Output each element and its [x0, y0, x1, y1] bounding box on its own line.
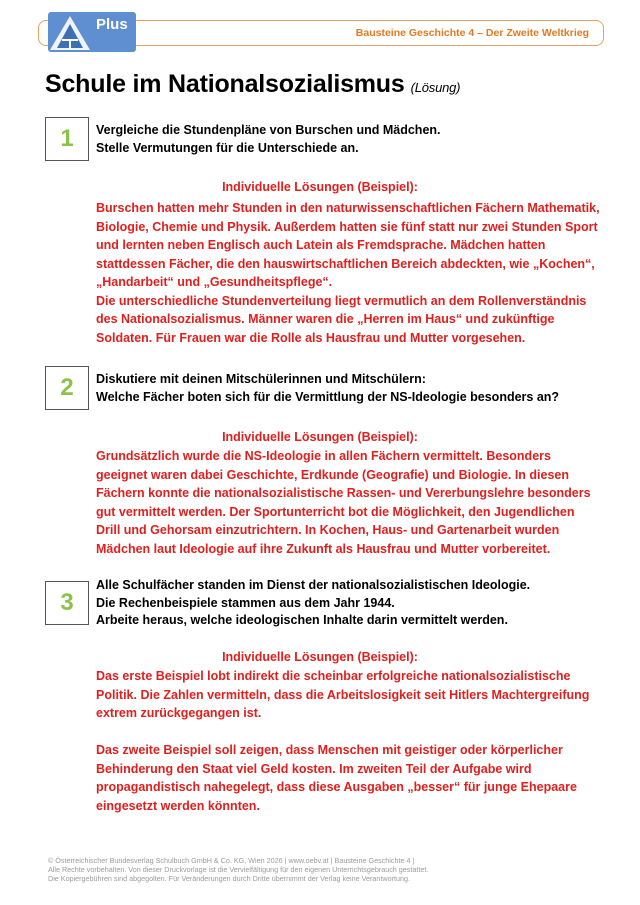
- task-line: Arbeite heraus, welche ideologischen Inhalte darin vermittelt werden.: [96, 613, 508, 627]
- task-2-number: 2: [45, 366, 89, 410]
- footer-line: © Österreichischer Bundesverlag Schulbuch GmbH & Co. KG, Wien 2026 | www.oebv.at | Bausteine Geschichte 4 |: [48, 856, 415, 865]
- solution-line: Soldaten. Für Frauen war die Rolle als Hausfrau und Mutter vorgesehen.: [96, 330, 526, 345]
- solution-line: propagandistisch nahegelegt, dass diese Ausgaben „besser“ für junge Ehepaare: [96, 780, 577, 794]
- solution-line: Grundsätzlich wurde die NS-Ideologie in allen Fächern vermittelt. Besonders: [96, 449, 551, 463]
- footer-line: Die Kopiergebühren sind abgegolten. Für Veränderungen durch Dritte übernimmt der Verlag keine Verantwortung.: [48, 874, 410, 883]
- task-line: Diskutiere mit deinen Mitschülerinnen und Mitschülern:: [96, 372, 426, 386]
- solution-line: Das zweite Beispiel soll zeigen, dass Menschen mit geistiger oder körperlicher: [96, 743, 563, 757]
- solution-line: geeignet waren dabei Geschichte, Erdkunde (Geografie) und Biologie. In diesen: [96, 467, 570, 482]
- solution-line: extrem zurückgegangen ist.: [96, 706, 262, 720]
- solution-line: Mädchen laut Ideologie auf ihre Zukunft als Hausfrau und Mutter vorbereitet.: [96, 541, 551, 556]
- task-1-text: [96, 122, 616, 157]
- solution-line: eingesetzt werden könnten.: [96, 798, 260, 813]
- task-2-solution: [96, 447, 606, 558]
- footer-line: Alle Rechte vorbehalten. Von dieser Druckvorlage ist die Vervielfältigung für den eigenen Unterrichtsgebrauch gestattet.: [48, 865, 429, 874]
- task-line: Stelle Vermutungen für die Unterschiede an.: [96, 140, 359, 155]
- task-3-solution: [96, 667, 606, 723]
- task-1-solution-heading: Individuelle Lösungen (Beispiel):: [222, 180, 418, 194]
- task-3-text: [96, 577, 616, 630]
- task-line: Alle Schulfächer standen im Dienst der nationalsozialistischen Ideologie.: [96, 578, 531, 592]
- task-line: Welche Fächer boten sich für die Vermittlung der NS-Ideologie besonders an?: [96, 389, 560, 404]
- solution-line: Behinderung den Staat viel Geld kosten. Im zweiten Teil der Aufgabe wird: [96, 761, 532, 776]
- logo-text: Plus: [96, 16, 128, 33]
- solution-line: Das erste Beispiel lobt indirekt die scheinbar erfolgreiche nationalsozialistische: [96, 669, 571, 683]
- solution-line: „Handarbeit“ und „Gesundheitspflege“.: [96, 275, 333, 289]
- page-title: [45, 70, 460, 99]
- solution-line: Fächern konnte die nationalsozialistische Rassen- und Vererbungslehre besonders: [96, 486, 591, 500]
- task-2-text: [96, 371, 616, 406]
- task-3-number: 3: [45, 581, 89, 625]
- task-line: Die Rechenbeispiele stammen aus dem Jahr 1944.: [96, 595, 395, 610]
- solution-line: Biologie, Chemie und Physik. Außerdem hatten sie fünf statt nur zwei Stunden Sport: [96, 219, 598, 234]
- solution-line: Drill und Gehorsam einzutrichtern. In Kochen, Haus- und Gartenarbeit wurden: [96, 523, 560, 537]
- task-3-solution-part-2: [96, 741, 606, 815]
- solution-line: und lernten neben Englisch auch Latein als Fremdsprache. Mädchen hatten: [96, 238, 546, 252]
- plus-logo: [48, 12, 136, 52]
- solution-line: des Nationalsozialismus. Männer waren die „Herren im Haus“ und zukünftige: [96, 312, 555, 326]
- solution-line: stattdessen Fächer, die den hauswirtschaftlichen Bereich abdeckten, wie „Kochen“,: [96, 256, 595, 271]
- footer-copyright: [48, 856, 608, 883]
- task-1-number: 1: [45, 117, 89, 161]
- solution-line: Politik. Die Zahlen vermitteln, dass die Arbeitslosigkeit seit Hitlers Machtergreifung: [96, 687, 590, 702]
- solution-line: Burschen hatten mehr Stunden in den naturwissenschaftlichen Fächern Mathematik,: [96, 201, 600, 215]
- task-3-solution-heading: Individuelle Lösungen (Beispiel):: [222, 650, 418, 664]
- solution-line: Die unterschiedliche Stundenverteilung liegt vermutlich an dem Rollenverständnis: [96, 293, 587, 308]
- task-line: Vergleiche die Stundenpläne von Burschen und Mädchen.: [96, 123, 441, 137]
- page-title-sub: (Lösung): [410, 80, 461, 95]
- task-2-solution-heading: Individuelle Lösungen (Beispiel):: [222, 430, 418, 444]
- page-title-main: Schule im Nationalsozialismus: [45, 70, 405, 98]
- solution-line: gut vermittelt werden. Der Sportunterricht bot die Möglichkeit, den Jugendlichen: [96, 504, 575, 519]
- task-1-solution: [96, 199, 606, 347]
- series-title: Bausteine Geschichte 4 – Der Zweite Weltkrieg: [355, 27, 589, 39]
